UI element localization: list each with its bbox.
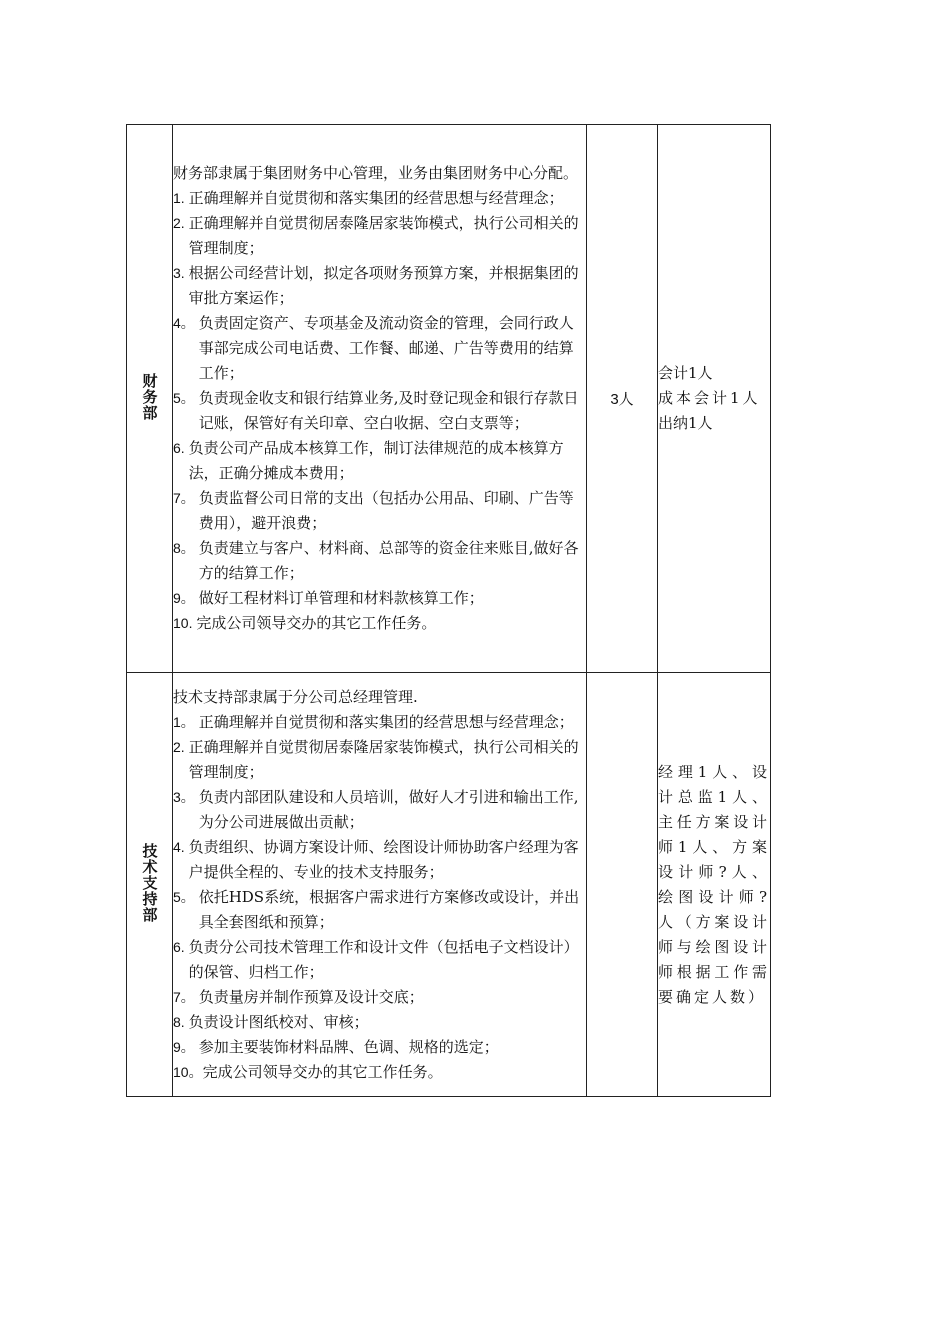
duty-text: 负责现金收支和银行结算业务,及时登记现金和银行存款日记账，保管好有关印章、空白收据、空白支票等； (198, 389, 579, 432)
duty-number: 10. (173, 615, 197, 631)
duty-item (173, 536, 586, 586)
duty-text: 完成公司领导交办的其它工作任务。 (196, 614, 437, 632)
staff-line: 会计1人 (658, 364, 713, 382)
duty-item (173, 186, 586, 211)
duty-number: 4. (173, 838, 189, 855)
duty-text: 做好工程材料订单管理和材料款核算工作； (198, 589, 484, 607)
staff-text: 经理1人、设计总监1人、主任方案设计师1人、方案设计师?人、绘图设计师?人（方案设计师与绘图设计师根据工作需要确定人数） (658, 762, 770, 1006)
duty-text: 负责建立与客户、材料商、总部等的资金往来账目,做好各方的结算工作； (198, 539, 579, 582)
duty-number: 8。 (173, 540, 199, 556)
duty-item (173, 1010, 586, 1035)
duty-text: 依托HDS系统，根据客户需求进行方案修改或设计，并出具全套图纸和预算； (198, 887, 580, 931)
staff-cell (658, 125, 771, 673)
duty-text: 正确理解并自觉贯彻和落实集团的经营思想与经营理念； (188, 189, 564, 207)
duty-text: 正确理解并自觉贯彻居泰隆居家装饰模式，执行公司相关的管理制度； (188, 737, 579, 781)
duty-text: 正确理解并自觉贯彻和落实集团的经营思想与经营理念； (198, 712, 574, 731)
duty-number: 6. (173, 440, 189, 456)
duty-item (173, 835, 586, 885)
headcount-cell (587, 673, 658, 1097)
dept-name-tech-support: 技术支持部 (140, 842, 159, 923)
duty-number: 10。 (173, 1063, 203, 1080)
duty-number: 7。 (173, 988, 199, 1005)
headcount-cell (587, 125, 658, 673)
dept-intro: 技术支持部隶属于分公司总经理管理. (173, 687, 418, 706)
duty-item (173, 386, 586, 436)
dept-duties-cell (173, 125, 587, 673)
dept-intro: 财务部隶属于集团财务中心管理，业务由集团财务中心分配。 (173, 164, 579, 182)
staff-line: 出纳1人 (658, 414, 713, 432)
duty-number: 2. (173, 738, 189, 755)
duty-item (173, 710, 586, 735)
duty-number: 8. (173, 1013, 189, 1030)
duty-text: 负责监督公司日常的支出（包括办公用品、印刷、广告等费用），避开浪费； (198, 489, 574, 532)
duty-item (173, 211, 586, 261)
duty-text: 完成公司领导交办的其它工作任务。 (202, 1062, 443, 1081)
duty-number: 6. (173, 938, 189, 955)
duty-number: 9。 (173, 590, 199, 606)
duty-item (173, 785, 586, 835)
duty-number: 1. (173, 190, 189, 206)
duty-item (173, 611, 586, 636)
duty-item (173, 261, 586, 311)
duty-number: 4。 (173, 315, 199, 331)
dept-name-cell (127, 673, 173, 1097)
duty-number: 5。 (173, 888, 199, 905)
duty-number: 7。 (173, 490, 199, 506)
duty-number: 1。 (173, 713, 199, 730)
duty-item (173, 935, 586, 985)
duty-item (173, 885, 586, 935)
dept-name-cell (127, 125, 173, 673)
duty-item (173, 985, 586, 1010)
duty-item (173, 735, 586, 785)
duty-item (173, 1035, 586, 1060)
dept-duties-cell (173, 673, 587, 1097)
duty-number: 2. (173, 215, 189, 231)
duty-text: 负责组织、协调方案设计师、绘图设计师协助客户经理为客户提供全程的、专业的技术支持服务； (188, 837, 579, 881)
duty-text: 负责内部团队建设和人员培训，做好人才引进和输出工作,为分公司进展做出贡献； (198, 787, 579, 831)
duty-text: 负责固定资产、专项基金及流动资金的管理，会同行政人事部完成公司电话费、工作餐、邮递、广告等费用的结算工作； (198, 314, 574, 382)
duty-item (173, 1060, 586, 1085)
duty-text: 根据公司经营计划，拟定各项财务预算方案，并根据集团的审批方案运作； (188, 264, 579, 307)
duty-item (173, 311, 586, 386)
duty-text: 负责分公司技术管理工作和设计文件（包括电子文档设计）的保管、归档工作； (188, 937, 579, 981)
duty-item (173, 586, 586, 611)
duty-number: 5。 (173, 390, 199, 406)
tech-support-row (127, 673, 771, 1097)
finance-row (127, 125, 771, 673)
duty-text: 负责公司产品成本核算工作，制订法律规范的成本核算方法，正确分摊成本费用； (188, 439, 564, 482)
duty-text: 负责设计图纸校对、审核； (188, 1012, 369, 1031)
dept-name-finance: 财务部 (140, 372, 159, 421)
duty-item (173, 486, 586, 536)
duty-number: 9。 (173, 1038, 199, 1055)
headcount-finance: 3人 (610, 391, 634, 408)
duty-text: 正确理解并自觉贯彻居泰隆居家装饰模式，执行公司相关的管理制度； (188, 214, 579, 257)
duty-list (173, 710, 586, 1085)
duty-text: 负责量房并制作预算及设计交底； (198, 987, 424, 1006)
duty-list (173, 186, 586, 636)
staff-cell (658, 673, 771, 1097)
duty-text: 参加主要装饰材料品牌、色调、规格的选定； (198, 1037, 499, 1056)
department-duties-table (126, 124, 771, 1097)
staff-line: 成本会计1人 (658, 389, 761, 407)
duty-number: 3。 (173, 788, 199, 805)
duty-item (173, 436, 586, 486)
duty-number: 3. (173, 265, 189, 281)
